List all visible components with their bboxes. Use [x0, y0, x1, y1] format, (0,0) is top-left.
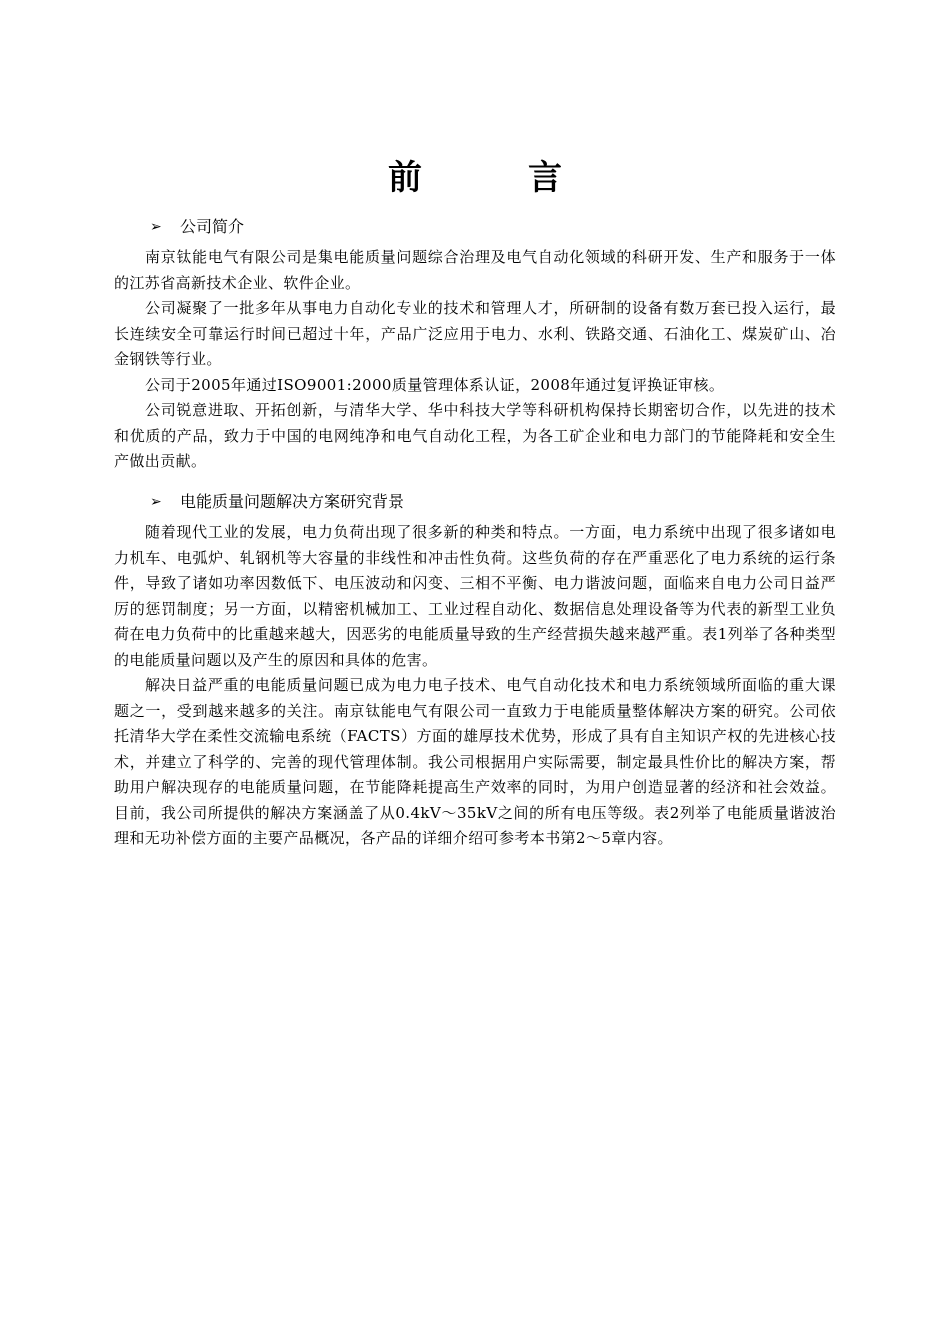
- section-body-company-intro: [114, 245, 836, 475]
- section-heading-company-intro: [150, 215, 244, 239]
- arrow-bullet-icon: ➢: [150, 219, 162, 235]
- section-heading-label: 电能质量问题解决方案研究背景: [180, 492, 405, 511]
- paragraph: 公司凝聚了一批多年从事电力自动化专业的技术和管理人才，所研制的设备有数万套已投入运行，最长连续安全可靠运行时间已超过十年，产品广泛应用于电力、水利、铁路交通、石油化工、煤炭矿山、冶金钢铁等行业。: [114, 299, 836, 368]
- section-heading-research-background: [150, 490, 404, 514]
- paragraph: 解决日益严重的电能质量问题已成为电力电子技术、电气自动化技术和电力系统领域所面临的重大课题之一，受到越来越多的关注。南京钛能电气有限公司一直致力于电能质量整体解决方案的研究。公司依托清华大学在柔性交流输电系统（FACTS）方面的雄厚技术优势，形成了具有自主知识产权的先进核心技术，并建立了科学的、完善的现代管理体制。我公司根据用户实际需要，制定最具性价比的解决方案，帮助用户解决现存的电能质量问题，在节能降耗提高生产效率的同时，为用户创造显著的经济和社会效益。目前，我公司所提供的解决方案涵盖了从0.4kV～35kV之间的所有电压等级。表2列举了电能质量谐波治理和无功补偿方面的主要产品概况，各产品的详细介绍可参考本书第2～5章内容。: [114, 676, 836, 847]
- section-body-research-background: [114, 520, 836, 852]
- paragraph: 随着现代工业的发展，电力负荷出现了很多新的种类和特点。一方面，电力系统中出现了很多诸如电力机车、电弧炉、轧钢机等大容量的非线性和冲击性负荷。这些负荷的存在严重恶化了电力系统的运行条件，导致了诸如功率因数低下、电压波动和闪变、三相不平衡、电力谐波问题，面临来自电力公司日益严厉的惩罚制度；另一方面，以精密机械加工、工业过程自动化、数据信息处理设备等为代表的新型工业负荷在电力负荷中的比重越来越大，因恶劣的电能质量导致的生产经营损失越来越严重。表1列举了各种类型的电能质量问题以及产生的原因和具体的危害。: [114, 523, 836, 669]
- arrow-bullet-icon: ➢: [150, 494, 162, 510]
- paragraph: 公司于2005年通过ISO9001:2000质量管理体系认证，2008年通过复评换证审核。: [145, 375, 725, 394]
- paragraph: 公司锐意进取、开拓创新，与清华大学、华中科技大学等科研机构保持长期密切合作，以先进的技术和优质的产品，致力于中国的电网纯净和电气自动化工程，为各工矿企业和电力部门的节能降耗和安全生产做出贡献。: [114, 401, 836, 470]
- page-title: 前 言: [388, 158, 598, 198]
- section-heading-label: 公司简介: [180, 217, 245, 236]
- paragraph: 南京钛能电气有限公司是集电能质量问题综合治理及电气自动化领域的科研开发、生产和服务于一体的江苏省高新技术企业、软件企业。: [114, 248, 836, 292]
